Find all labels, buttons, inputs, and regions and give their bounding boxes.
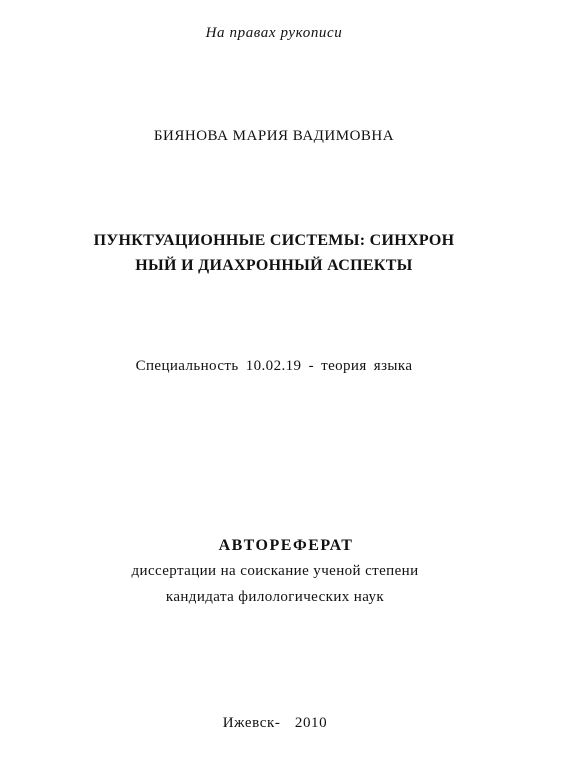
rights-note: На правах рукописи — [205, 25, 343, 41]
specialty-line: Специальность 10.02.19 - теория языка — [135, 358, 413, 374]
dissertation-title-line-1: ПУНКТУАЦИОННЫЕ СИСТЕМЫ: СИНХРОН — [93, 232, 455, 249]
abstract-description-line-2: кандидата филологических наук — [165, 589, 385, 605]
city-year: Ижевск- 2010 — [222, 715, 328, 731]
abstract-description-line-1: диссертации на соискание ученой степени — [131, 563, 419, 579]
author-name: БИЯНОВА МАРИЯ ВАДИМОВНА — [153, 128, 395, 144]
abstract-heading: АВТОРЕФЕРАТ — [218, 537, 354, 554]
dissertation-title-line-2: НЫЙ И ДИАХРОННЫЙ АСПЕКТЫ — [135, 257, 413, 274]
